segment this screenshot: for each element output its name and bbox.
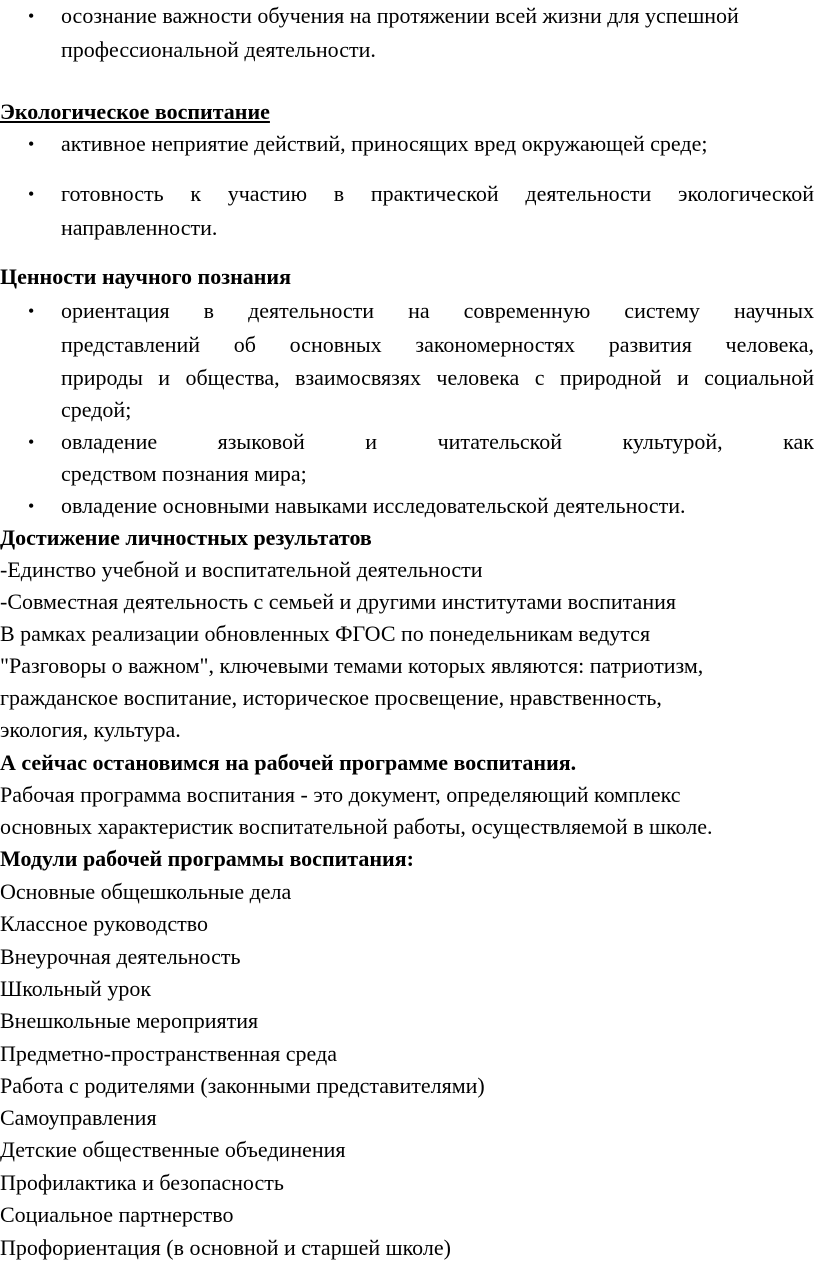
bullet-icon: • [28,134,35,154]
list-item-text: направленности. [61,215,218,240]
text-line: экология, культура. [0,717,181,742]
module-item: Социальное партнерство [0,1202,234,1227]
text-line: основных характеристик воспитательной работы, осуществляемой в школе. [0,814,713,839]
module-item: Предметно-пространственная среда [0,1041,337,1066]
module-item: Профориентация (в основной и старшей школе) [0,1235,451,1260]
section-heading-achievement: Достижение личностных результатов [0,525,372,550]
text-line: Рабочая программа воспитания - это документ, определяющий комплекс [0,782,681,807]
list-item-text: средством познания мира; [61,461,307,486]
section-heading-ecological: Экологическое воспитание [0,99,270,124]
bullet-icon: • [28,184,35,204]
module-item: Классное руководство [0,911,208,936]
module-item: Внешкольные мероприятия [0,1008,259,1033]
text-line: гражданское воспитание, историческое просвещение, нравственность, [0,685,662,710]
list-item-text: профессиональной деятельности. [61,37,376,62]
bullet-icon: • [28,6,35,26]
section-heading-modules: Модули рабочей программы воспитания: [0,846,414,871]
list-item-text: овладение языковой и читательской культурой, как [61,429,814,454]
section-heading-science: Ценности научного познания [0,264,292,289]
bullet-icon: • [28,301,35,321]
list-item-text: природы и общества, взаимосвязях человека с природной и социальной [61,365,814,390]
module-item: Профилактика и безопасность [0,1170,284,1195]
list-item-text: средой; [61,397,132,422]
text-line: -Совместная деятельность с семьей и другими институтами воспитания [0,589,676,614]
bullet-icon: • [28,432,35,452]
list-item-text: ориентация в деятельности на современную систему научных [61,298,814,323]
module-item: Школьный урок [0,976,152,1001]
list-item-text: представлений об основных закономерностях развития человека, [61,332,814,357]
module-item: Работа с родителями (законными представителями) [0,1073,485,1098]
list-item-text: готовность к участию в практической деятельности экологической [61,181,814,206]
bullet-icon: • [28,496,35,516]
text-line: -Единство учебной и воспитательной деятельности [0,557,483,582]
module-item: Основные общешкольные дела [0,879,292,904]
list-item-text: осознание важности обучения на протяжении всей жизни для успешной [61,3,739,28]
section-heading-program: А сейчас остановимся на рабочей программе воспитания. [0,750,577,775]
list-item-text: овладение основными навыками исследовательской деятельности. [61,493,686,518]
module-item: Самоуправления [0,1105,157,1130]
list-item-text: активное неприятие действий, приносящих вред окружающей среде; [61,131,708,156]
text-line: В рамках реализации обновленных ФГОС по понедельникам ведутся [0,621,651,646]
text-line: "Разговоры о важном", ключевыми темами которых являются: патриотизм, [0,653,704,678]
module-item: Внеурочная деятельность [0,944,241,969]
module-item: Детские общественные объединения [0,1137,346,1162]
